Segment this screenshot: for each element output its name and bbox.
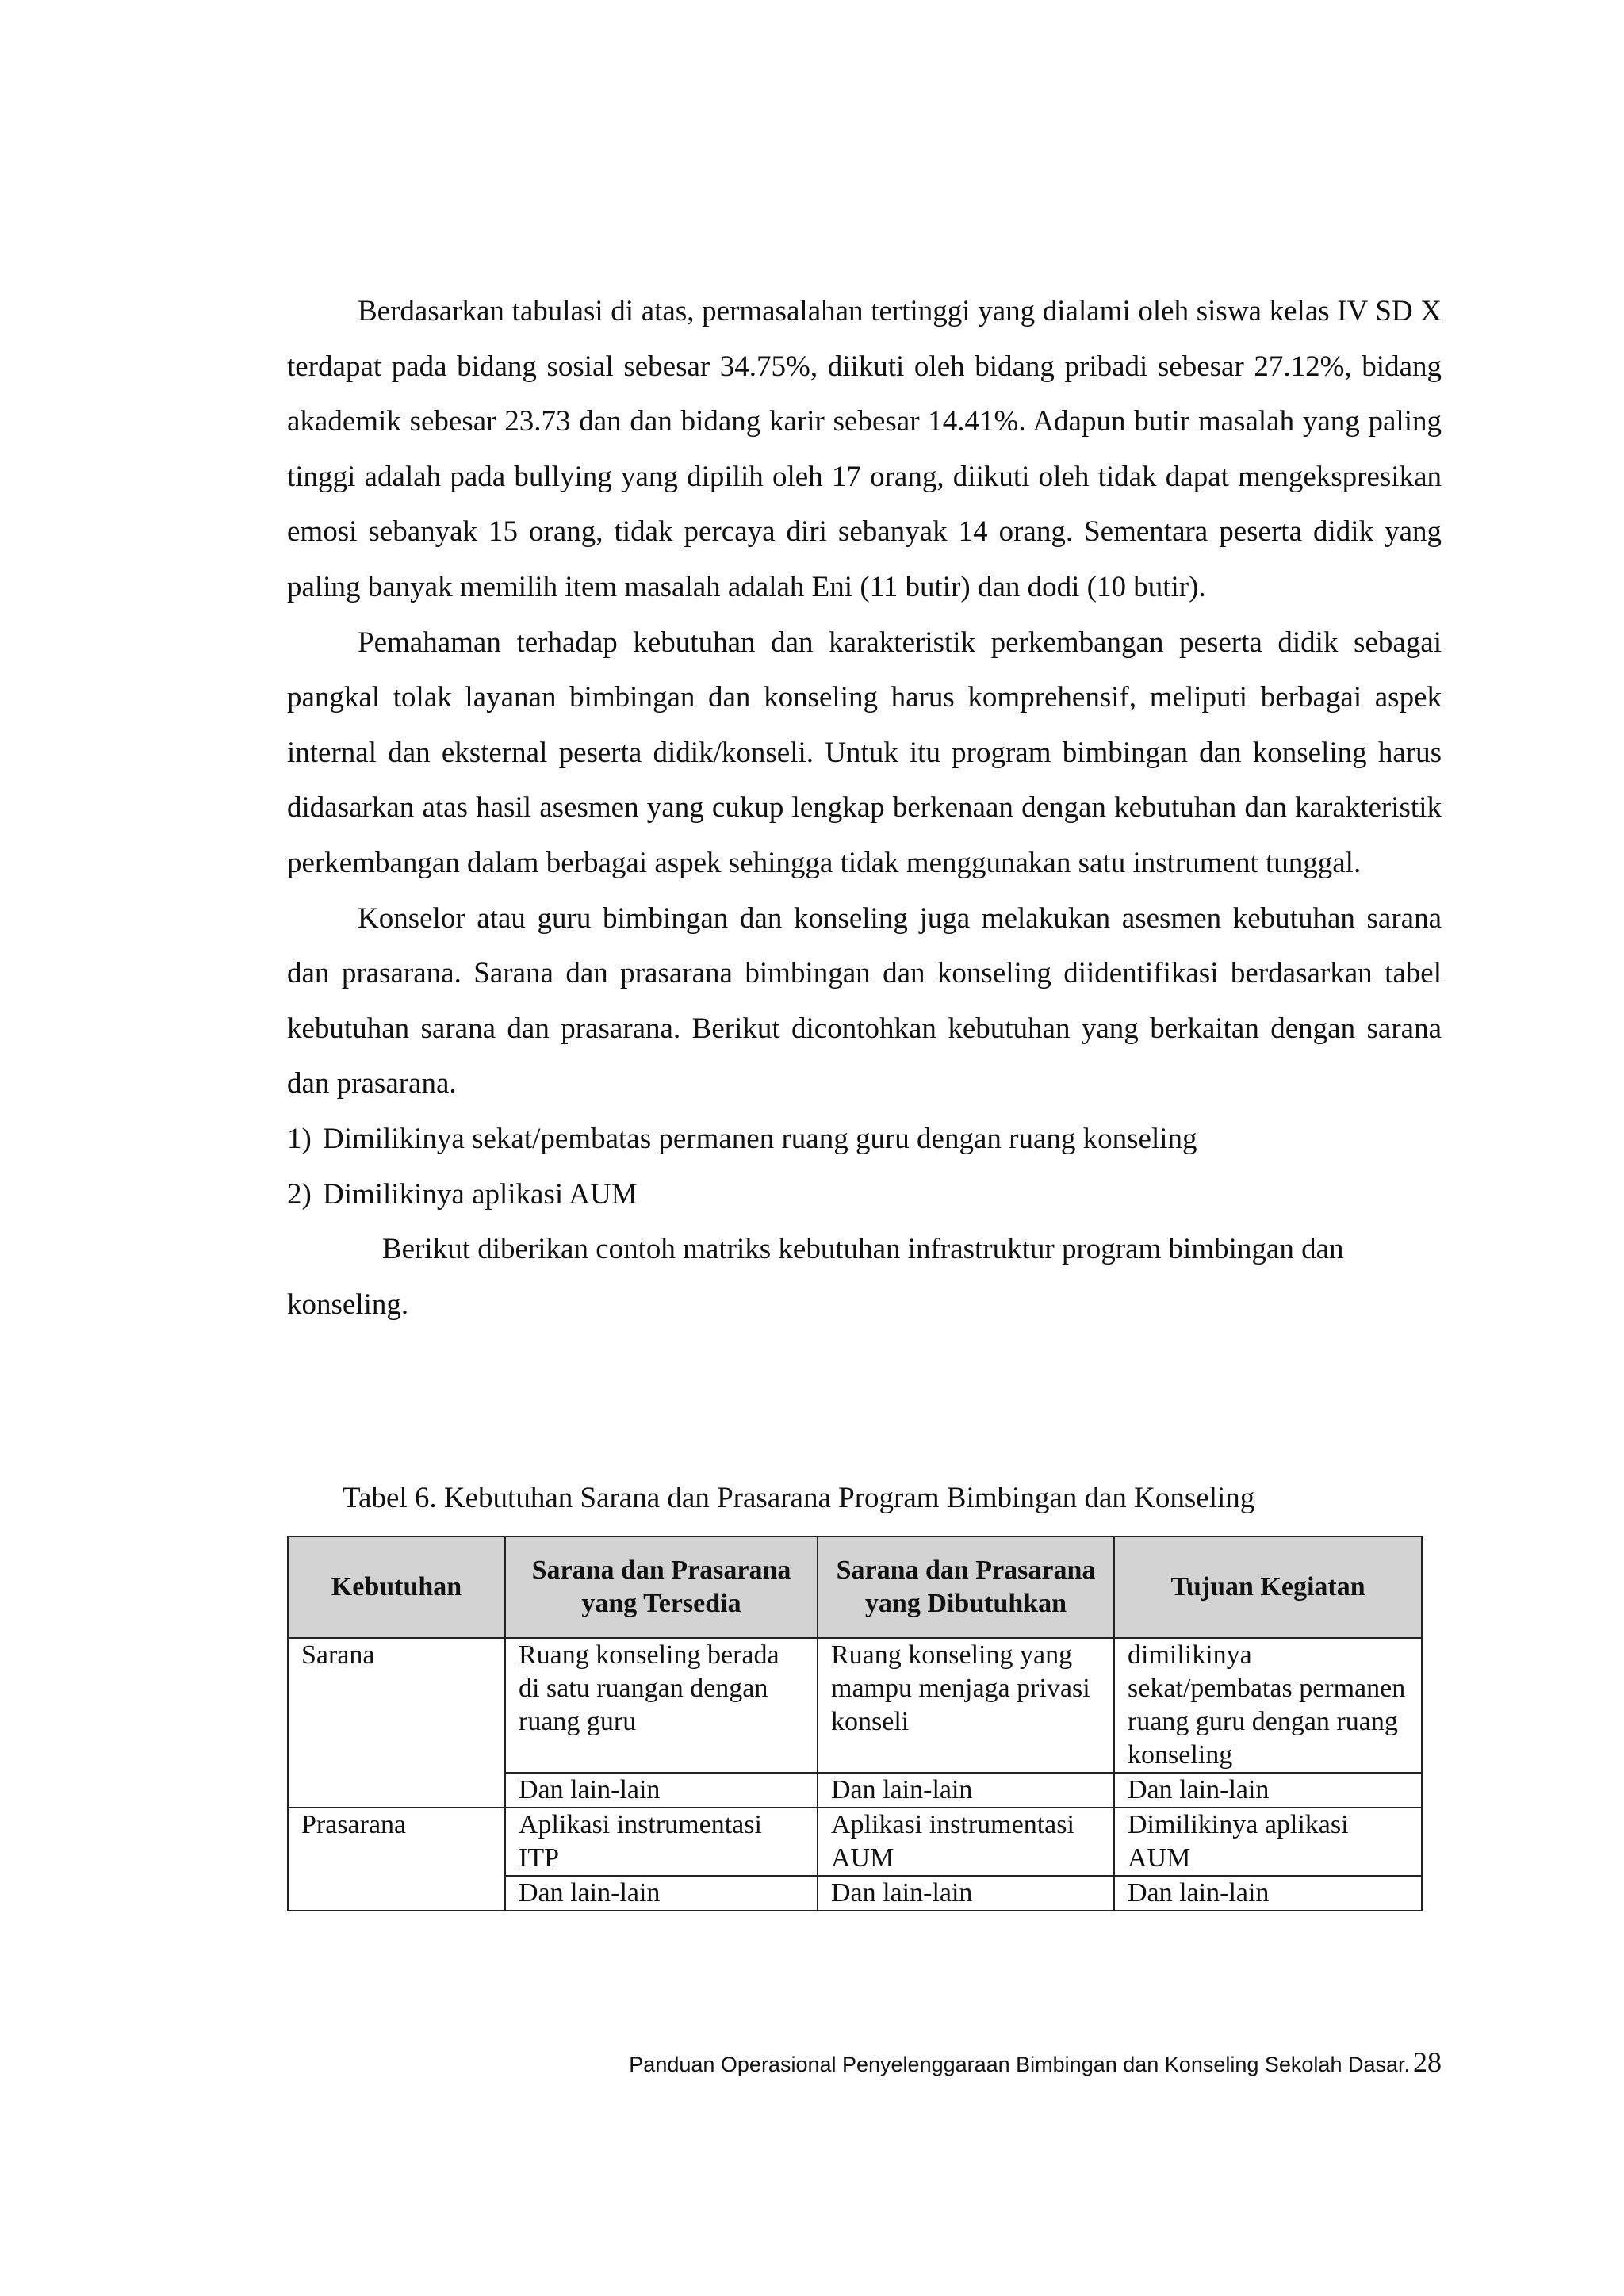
header-tersedia: Sarana dan Prasarana yang Tersedia xyxy=(505,1536,818,1638)
paragraph-needs-understanding: Pemahaman terhadap kebutuhan dan karakteristik perkembangan peserta didik sebagai pangkal tolak layanan bimbingan dan konseling harus komprehensif, meliputi berbagai aspek internal dan eksternal peserta didik/konseli. Untuk itu program bimbingan dan konseling harus didasarkan atas hasil asesmen yang cukup lengkap berkenaan dengan kebutuhan dan karakteristik perkembangan dalam berbagai aspek sehingga tidak menggunakan satu instrument tunggal. xyxy=(287,626,1442,879)
page-number: 28 xyxy=(1413,2046,1442,2078)
list-text: Dimilikinya sekat/pembatas permanen ruang guru dengan ruang konseling xyxy=(323,1122,1197,1155)
table-cell xyxy=(288,1773,505,1808)
footer-title: Panduan Operasional Penyelenggaraan Bimbingan dan Konseling Sekolah Dasar. xyxy=(629,2053,1410,2076)
list-item xyxy=(287,1167,1442,1223)
table-row xyxy=(288,1876,1422,1911)
list-text: Dimilikinya aplikasi AUM xyxy=(323,1177,638,1211)
page-footer xyxy=(626,2045,1442,2079)
table-caption: Tabel 6. Kebutuhan Sarana dan Prasarana Program Bimbingan dan Konseling xyxy=(343,1482,1255,1514)
table-cell: Dan lain-lain xyxy=(1114,1773,1422,1808)
table-cell: Dan lain-lain xyxy=(505,1773,818,1808)
paragraph-tabulation-summary: Berdasarkan tabulasi di atas, permasalahan tertinggi yang dialami oleh siswa kelas IV SD X terdapat pada bidang sosial sebesar 34.75%, diikuti oleh bidang pribadi sebesar 27.12%, bidang akademik sebesar 23.73 dan dan bidang karir sebesar 14.41%. Adapun butir masalah yang paling tinggi adalah pada bullying yang dipilih oleh 17 orang, diikuti oleh tidak dapat mengekspresikan emosi sebanyak 15 orang, tidak percaya diri sebanyak 14 orang. Sementara peserta didik yang paling banyak memilih item masalah adalah Eni (11 butir) dan dodi (10 butir). xyxy=(287,295,1442,603)
paragraph-matrix-intro: Berikut diberikan contoh matriks kebutuhan infrastruktur program bimbingan dan konseling. xyxy=(287,1233,1344,1321)
table-row xyxy=(288,1773,1422,1808)
table-cell: Dan lain-lain xyxy=(818,1773,1114,1808)
table-cell: Dan lain-lain xyxy=(1114,1876,1422,1911)
header-kebutuhan: Kebutuhan xyxy=(288,1536,505,1638)
table-cell: Aplikasi instrumentasi AUM xyxy=(818,1808,1114,1876)
table-cell: Prasarana xyxy=(288,1808,505,1876)
body-text xyxy=(287,284,1442,1332)
table-header-row xyxy=(288,1536,1422,1638)
table-cell: Sarana xyxy=(288,1638,505,1773)
table-cell: Dan lain-lain xyxy=(505,1876,818,1911)
header-tujuan: Tujuan Kegiatan xyxy=(1114,1536,1422,1638)
paragraph-facilities-assessment: Konselor atau guru bimbingan dan konseling juga melakukan asesmen kebutuhan sarana dan prasarana. Sarana dan prasarana bimbingan dan konseling diidentifikasi berdasarkan tabel kebutuhan sarana dan prasarana. Berikut dicontohkan kebutuhan yang berkaitan dengan sarana dan prasarana. xyxy=(287,901,1442,1100)
table-cell: Aplikasi instrumentasi ITP xyxy=(505,1808,818,1876)
table-row xyxy=(288,1808,1422,1876)
header-dibutuhkan: Sarana dan Prasarana yang Dibutuhkan xyxy=(818,1536,1114,1638)
table-cell: dimilikinya sekat/pembatas permanen ruang guru dengan ruang konseling xyxy=(1114,1638,1422,1773)
table-row xyxy=(288,1638,1422,1773)
list-number: 1) xyxy=(287,1122,312,1155)
table-cell: Dan lain-lain xyxy=(818,1876,1114,1911)
list-number: 2) xyxy=(287,1177,312,1211)
table-cell: Dimilikinya aplikasi AUM xyxy=(1114,1808,1422,1876)
table-cell: Ruang konseling yang mampu menjaga privasi konseli xyxy=(818,1638,1114,1773)
needs-matrix-table xyxy=(287,1536,1423,1911)
table-cell xyxy=(288,1876,505,1911)
list-item xyxy=(287,1112,1442,1167)
table-cell: Ruang konseling berada di satu ruangan dengan ruang guru xyxy=(505,1638,818,1773)
